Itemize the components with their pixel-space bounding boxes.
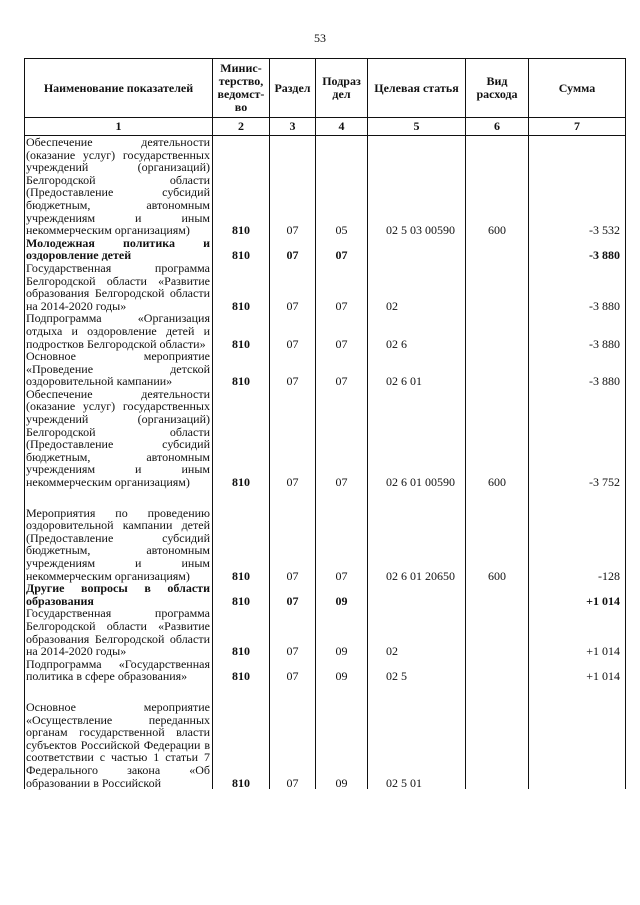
row-expense-type: 600 (466, 507, 529, 583)
page-number: 53 (314, 31, 326, 45)
header-ministry: Минис-терство, ведомст-во (213, 59, 270, 118)
row-expense-type (466, 701, 529, 789)
budget-table (24, 58, 626, 789)
row-section: 07 (270, 136, 316, 237)
row-ministry: 810 (213, 582, 270, 607)
row-name: Обеспечение деятельности (оказание услуг) государственных учреждений (организаций) Белгородской области (Предоставление субсидий бюджетным, автономным учреждениям и иным некоммерческим организациям) (25, 388, 213, 489)
row-ministry: 810 (213, 607, 270, 657)
column-number: 2 (213, 118, 270, 136)
column-number-row (25, 118, 626, 136)
table-body (25, 136, 626, 790)
row-subsection: 07 (316, 237, 368, 262)
row-section: 07 (270, 312, 316, 350)
row-name: Другие вопросы в области образования (25, 582, 213, 607)
row-sum: +1 014 (529, 658, 626, 683)
table-row (25, 312, 626, 350)
row-subsection: 09 (316, 607, 368, 657)
row-section: 07 (270, 350, 316, 388)
row-ministry: 810 (213, 701, 270, 789)
row-target: 02 6 (368, 312, 466, 350)
row-sum: -3 880 (529, 237, 626, 262)
row-section: 07 (270, 388, 316, 489)
row-subsection: 05 (316, 136, 368, 237)
row-subsection: 09 (316, 658, 368, 683)
row-sum: -3 532 (529, 136, 626, 237)
header-target: Целевая статья (368, 59, 466, 118)
row-subsection: 07 (316, 312, 368, 350)
row-expense-type: 600 (466, 136, 529, 237)
row-target (368, 237, 466, 262)
row-name: Мероприятия по проведению оздоровительной кампании детей (Предоставление субсидий бюджетным, автономным учреждениям и иным некоммерческим организациям) (25, 507, 213, 583)
row-sum: -3 880 (529, 262, 626, 312)
row-expense-type (466, 312, 529, 350)
column-number: 5 (368, 118, 466, 136)
table-row (25, 507, 626, 583)
row-name: Государственная программа Белгородской области «Развитие образования Белгородской области на 2014-2020 годы» (25, 262, 213, 312)
table-row (25, 262, 626, 312)
row-subsection: 09 (316, 582, 368, 607)
row-subsection: 07 (316, 388, 368, 489)
row-expense-type (466, 350, 529, 388)
row-target: 02 5 01 (368, 701, 466, 789)
row-subsection: 07 (316, 262, 368, 312)
row-section: 07 (270, 607, 316, 657)
table-spacer (25, 489, 626, 507)
row-expense-type: 600 (466, 388, 529, 489)
row-section: 07 (270, 237, 316, 262)
row-name: Подпрограмма «Организация отдыха и оздоровление детей и подростков Белгородской области» (25, 312, 213, 350)
table-row (25, 388, 626, 489)
row-name: Государственная программа Белгородской области «Развитие образования Белгородской области на 2014-2020 годы» (25, 607, 213, 657)
table-spacer (25, 683, 626, 701)
row-ministry: 810 (213, 136, 270, 237)
row-expense-type (466, 658, 529, 683)
row-ministry: 810 (213, 388, 270, 489)
row-name: Подпрограмма «Государственная политика в сфере образования» (25, 658, 213, 683)
header-name: Наименование показателей (25, 59, 213, 118)
column-number: 1 (25, 118, 213, 136)
row-ministry: 810 (213, 658, 270, 683)
row-section: 07 (270, 262, 316, 312)
header-section: Раздел (270, 59, 316, 118)
row-section: 07 (270, 507, 316, 583)
row-name: Обеспечение деятельности (оказание услуг) государственных учреждений (организаций) Белгородской области (Предоставление субсидий бюджетным, автономным учреждениям и иным некоммерческим организациям) (25, 136, 213, 237)
table-row (25, 701, 626, 789)
row-ministry: 810 (213, 237, 270, 262)
row-sum: -3 880 (529, 312, 626, 350)
row-sum: -128 (529, 507, 626, 583)
column-number: 6 (466, 118, 529, 136)
table-row (25, 136, 626, 237)
row-expense-type (466, 607, 529, 657)
row-subsection: 07 (316, 507, 368, 583)
table-row (25, 658, 626, 683)
row-sum (529, 701, 626, 789)
row-target: 02 5 03 00590 (368, 136, 466, 237)
row-target: 02 (368, 262, 466, 312)
header-subsection: Подраз дел (316, 59, 368, 118)
row-name: Основное мероприятие «Осуществление переданных органам государственной власти субъектов Российской Федерации в соответствии с частью 1 статьи 7 Федерального закона «Об образовании в Российской (25, 701, 213, 789)
row-subsection: 07 (316, 350, 368, 388)
row-target: 02 (368, 607, 466, 657)
row-ministry: 810 (213, 350, 270, 388)
row-ministry: 810 (213, 507, 270, 583)
table-row (25, 582, 626, 607)
header-sum: Сумма (529, 59, 626, 118)
row-section: 07 (270, 658, 316, 683)
row-sum: +1 014 (529, 582, 626, 607)
row-sum: +1 014 (529, 607, 626, 657)
header-expense-type: Вид расхода (466, 59, 529, 118)
row-expense-type (466, 237, 529, 262)
header-row (25, 59, 626, 118)
row-section: 07 (270, 582, 316, 607)
table-row (25, 607, 626, 657)
row-section: 07 (270, 701, 316, 789)
row-target: 02 6 01 20650 (368, 507, 466, 583)
row-name: Молодежная политика и оздоровление детей (25, 237, 213, 262)
row-expense-type (466, 262, 529, 312)
row-target (368, 582, 466, 607)
row-ministry: 810 (213, 312, 270, 350)
column-number: 3 (270, 118, 316, 136)
row-name: Основное мероприятие «Проведение детской оздоровительной кампании» (25, 350, 213, 388)
row-expense-type (466, 582, 529, 607)
row-sum: -3 752 (529, 388, 626, 489)
row-subsection: 09 (316, 701, 368, 789)
row-target: 02 5 (368, 658, 466, 683)
column-number: 4 (316, 118, 368, 136)
row-ministry: 810 (213, 262, 270, 312)
table-row (25, 237, 626, 262)
row-sum: -3 880 (529, 350, 626, 388)
row-target: 02 6 01 (368, 350, 466, 388)
column-number: 7 (529, 118, 626, 136)
table-header (25, 59, 626, 136)
row-target: 02 6 01 00590 (368, 388, 466, 489)
table-row (25, 350, 626, 388)
